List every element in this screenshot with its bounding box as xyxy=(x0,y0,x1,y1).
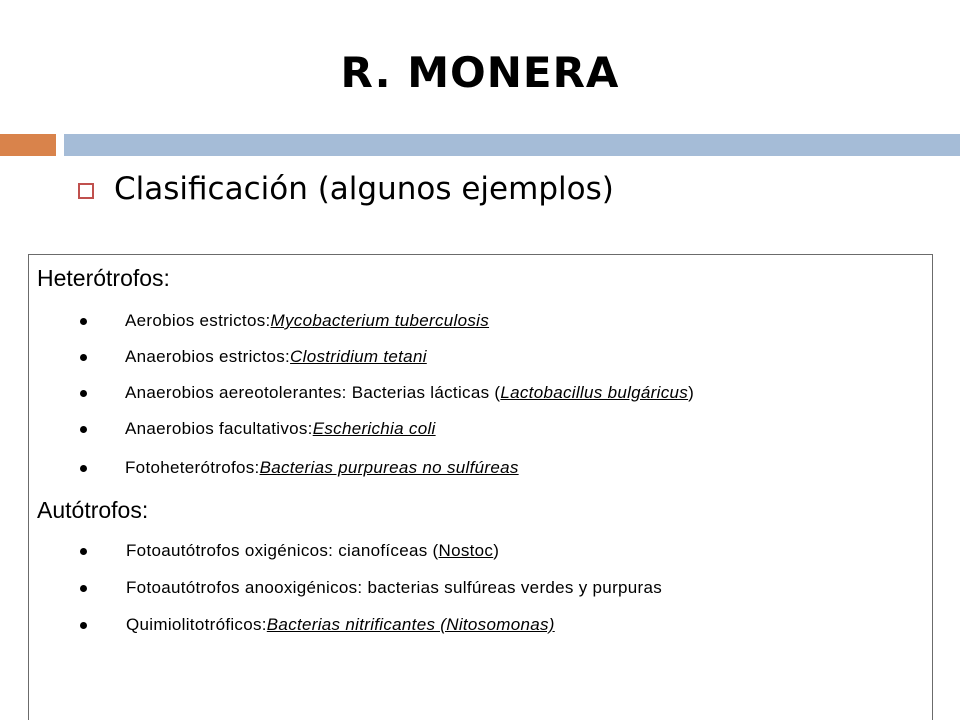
accent-bar-orange xyxy=(0,134,56,156)
item-prefix: Quimiolitotróficos: xyxy=(126,615,267,634)
list-item xyxy=(80,577,662,599)
item-species: Clostridium tetani xyxy=(290,347,427,366)
bullet-icon xyxy=(80,548,87,555)
item-suffix: ) xyxy=(493,541,500,560)
list-item xyxy=(80,418,436,440)
bullet-icon xyxy=(80,465,87,472)
bullet-icon xyxy=(80,390,87,397)
bullet-icon xyxy=(80,318,87,325)
item-prefix: Anaerobios aereotolerantes: Bacterias lácticas ( xyxy=(125,383,501,402)
accent-bar-blue xyxy=(64,134,960,156)
square-bullet-icon xyxy=(78,183,94,199)
bullet-icon xyxy=(80,426,87,433)
item-prefix: Fotoautótrofos anooxigénicos: bacterias sulfúreas verdes y purpuras xyxy=(126,578,663,597)
bullet-icon xyxy=(80,585,87,592)
slide-title: R. MONERA xyxy=(340,48,620,97)
heterotrofos-heading: Heterótrofos: xyxy=(37,265,170,291)
list-item xyxy=(80,310,489,332)
list-item xyxy=(80,614,555,636)
item-species: Mycobacterium tuberculosis xyxy=(270,311,490,330)
item-species: Bacterias purpureas no sulfúreas xyxy=(259,458,519,477)
item-species: Bacterias nitrificantes (Nitosomonas) xyxy=(266,615,555,634)
list-item xyxy=(80,457,519,479)
item-prefix: Fotoheterótrofos: xyxy=(125,458,260,477)
subtitle-row xyxy=(78,166,614,212)
bullet-icon xyxy=(80,622,87,629)
item-suffix: ) xyxy=(688,383,695,402)
item-species: Escherichia coli xyxy=(312,419,436,438)
item-prefix: Anaerobios facultativos: xyxy=(125,419,313,438)
item-species: Nostoc xyxy=(438,541,494,560)
item-prefix: Aerobios estrictos: xyxy=(125,311,271,330)
item-prefix: Anaerobios estrictos: xyxy=(125,347,291,366)
list-item xyxy=(80,382,694,404)
item-prefix: Fotoautótrofos oxigénicos: cianofíceas ( xyxy=(126,541,439,560)
item-species: Lactobacillus bulgáricus xyxy=(500,383,689,402)
list-item xyxy=(80,346,427,368)
autotrofos-heading: Autótrofos: xyxy=(37,497,149,523)
bullet-icon xyxy=(80,354,87,361)
list-item xyxy=(80,540,499,562)
slide-subtitle: Clasificación (algunos ejemplos) xyxy=(114,171,614,207)
